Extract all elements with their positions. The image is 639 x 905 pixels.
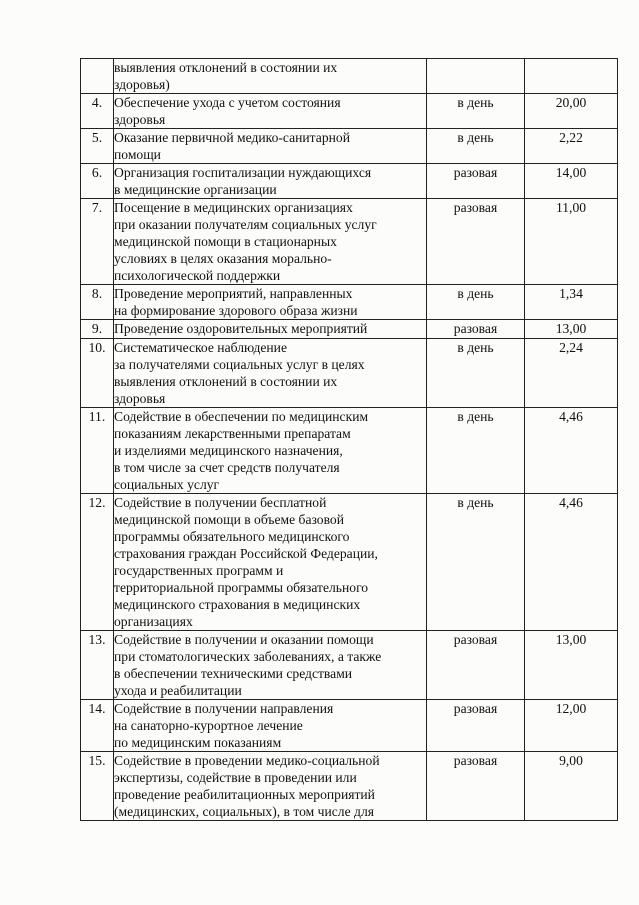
- table-row: [81, 129, 618, 164]
- description-line: Проведение мероприятий, направленных: [114, 286, 353, 301]
- description-line: социальных услуг: [114, 477, 220, 492]
- service-price: [525, 59, 618, 94]
- service-period: разовая: [427, 752, 525, 821]
- table-row: [81, 631, 618, 700]
- description-line: Организация госпитализации нуждающихся: [114, 165, 372, 180]
- row-number: 5.: [81, 129, 114, 164]
- service-price: 20,00: [525, 94, 618, 129]
- service-description: [114, 285, 427, 320]
- description-line: при оказании получателям социальных услуг: [114, 217, 377, 232]
- service-description: [114, 631, 427, 700]
- description-line: здоровья: [114, 112, 166, 127]
- row-number: 11.: [81, 408, 114, 494]
- row-number: 13.: [81, 631, 114, 700]
- description-line: организациях: [114, 614, 193, 629]
- description-line: выявления отклонений в состоянии их: [114, 374, 338, 389]
- description-line: по медицинским показаниям: [114, 735, 282, 750]
- service-period: разовая: [427, 320, 525, 339]
- description-line: Проведение оздоровительных мероприятий: [114, 321, 368, 336]
- service-period: в день: [427, 408, 525, 494]
- service-description: [114, 752, 427, 821]
- service-description: [114, 494, 427, 631]
- service-description: [114, 408, 427, 494]
- description-line: Содействие в проведении медико-социальной: [114, 753, 380, 768]
- table-row: [81, 94, 618, 129]
- description-line: здоровья): [114, 77, 170, 92]
- description-line: Содействие в обеспечении по медицинским: [114, 409, 369, 424]
- table-row: [81, 199, 618, 285]
- description-line: условиях в целях оказания морально-: [114, 251, 332, 266]
- description-line: в обеспечении техническими средствами: [114, 666, 353, 681]
- service-price: 2,24: [525, 339, 618, 408]
- description-line: здоровья: [114, 391, 166, 406]
- service-period: разовая: [427, 631, 525, 700]
- service-description: [114, 59, 427, 94]
- description-line: ухода и реабилитации: [114, 683, 242, 698]
- description-line: Содействие в получении и оказании помощи: [114, 632, 374, 647]
- service-price: 12,00: [525, 700, 618, 752]
- service-price: 2,22: [525, 129, 618, 164]
- service-period: в день: [427, 94, 525, 129]
- table-row: [81, 164, 618, 199]
- service-period: в день: [427, 339, 525, 408]
- row-number: 9.: [81, 320, 114, 339]
- description-line: Содействие в получении бесплатной: [114, 495, 327, 510]
- row-number: [81, 59, 114, 94]
- service-description: [114, 339, 427, 408]
- description-line: на формирование здорового образа жизни: [114, 303, 358, 318]
- row-number: 6.: [81, 164, 114, 199]
- service-price: 11,00: [525, 199, 618, 285]
- description-line: Обеспечение ухода с учетом состояния: [114, 95, 341, 110]
- description-line: территориальной программы обязательного: [114, 580, 369, 595]
- table-row: [81, 320, 618, 339]
- description-line: выявления отклонений в состоянии их: [114, 60, 338, 75]
- table-row: [81, 285, 618, 320]
- description-line: Систематическое наблюдение: [114, 340, 287, 355]
- service-period: в день: [427, 129, 525, 164]
- service-description: [114, 164, 427, 199]
- service-period: в день: [427, 494, 525, 631]
- description-line: Оказание первичной медико-санитарной: [114, 130, 350, 145]
- description-line: проведение реабилитационных мероприятий: [114, 787, 375, 802]
- table-body: [81, 59, 618, 821]
- service-period: разовая: [427, 164, 525, 199]
- service-price: 4,46: [525, 408, 618, 494]
- row-number: 4.: [81, 94, 114, 129]
- service-price: 4,46: [525, 494, 618, 631]
- description-line: государственных программ и: [114, 563, 284, 578]
- row-number: 10.: [81, 339, 114, 408]
- row-number: 8.: [81, 285, 114, 320]
- description-line: (медицинских, социальных), в том числе для: [114, 804, 374, 819]
- service-description: [114, 320, 427, 339]
- table-row: [81, 59, 618, 94]
- row-number: 7.: [81, 199, 114, 285]
- row-number: 12.: [81, 494, 114, 631]
- table-row: [81, 339, 618, 408]
- service-price: 13,00: [525, 320, 618, 339]
- service-description: [114, 700, 427, 752]
- description-line: медицинской помощи в объеме базовой: [114, 512, 344, 527]
- service-period: [427, 59, 525, 94]
- description-line: Содействие в получении направления: [114, 701, 334, 716]
- description-line: в медицинские организации: [114, 182, 277, 197]
- service-description: [114, 129, 427, 164]
- description-line: в том числе за счет средств получателя: [114, 460, 340, 475]
- table-row: [81, 752, 618, 821]
- description-line: помощи: [114, 147, 161, 162]
- description-line: за получателями социальных услуг в целях: [114, 357, 365, 372]
- description-line: при стоматологических заболеваниях, а также: [114, 649, 382, 664]
- description-line: медицинского страхования в медицинских: [114, 597, 361, 612]
- service-price: 9,00: [525, 752, 618, 821]
- description-line: Посещение в медицинских организациях: [114, 200, 353, 215]
- services-price-table: [80, 58, 618, 821]
- description-line: показаниям лекарственными препаратам: [114, 426, 351, 441]
- description-line: программы обязательного медицинского: [114, 529, 350, 544]
- description-line: экспертизы, содействие в проведении или: [114, 770, 357, 785]
- service-price: 1,34: [525, 285, 618, 320]
- service-price: 13,00: [525, 631, 618, 700]
- service-period: разовая: [427, 700, 525, 752]
- description-line: и изделиями медицинского назначения,: [114, 443, 343, 458]
- service-period: в день: [427, 285, 525, 320]
- row-number: 14.: [81, 700, 114, 752]
- table-row: [81, 700, 618, 752]
- table-row: [81, 408, 618, 494]
- description-line: медицинской помощи в стационарных: [114, 234, 337, 249]
- service-price: 14,00: [525, 164, 618, 199]
- description-line: психологической поддержки: [114, 268, 281, 283]
- service-description: [114, 94, 427, 129]
- service-description: [114, 199, 427, 285]
- table-row: [81, 494, 618, 631]
- row-number: 15.: [81, 752, 114, 821]
- service-period: разовая: [427, 199, 525, 285]
- description-line: страхования граждан Российской Федерации,: [114, 546, 378, 561]
- description-line: на санаторно-курортное лечение: [114, 718, 303, 733]
